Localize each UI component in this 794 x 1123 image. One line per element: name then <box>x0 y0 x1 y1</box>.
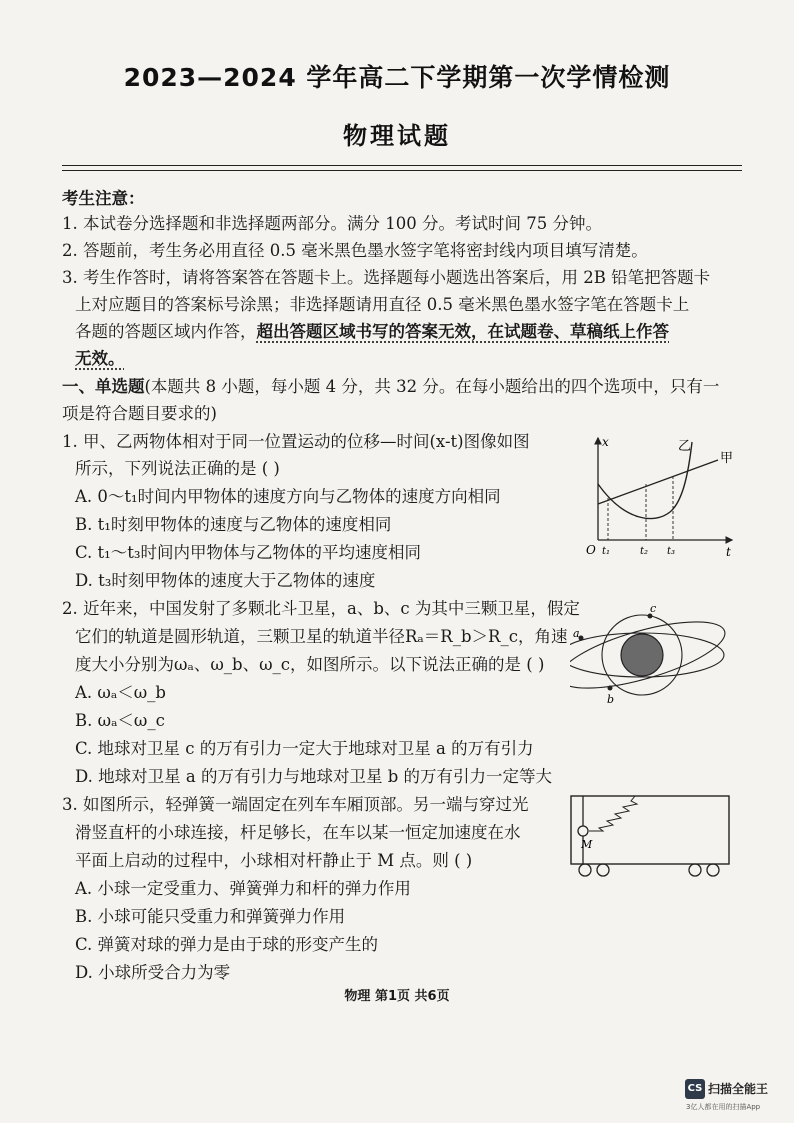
q1-line-jia <box>598 460 718 504</box>
section-desc: (本题共 8 小题，每小题 4 分，共 32 分。在每小题给出的四个选项中，只有一 <box>144 377 720 396</box>
q2-option-a: A. ωₐ＜ω_b <box>75 683 166 702</box>
q3-option-a: A. 小球一定受重力、弹簧弹力和杆的弹力作用 <box>75 879 411 898</box>
scanner-logo-icon: CS <box>685 1079 705 1099</box>
section-heading: 一、单选题 <box>62 377 145 396</box>
header-rule-bottom <box>62 170 742 171</box>
q3-label-m: M <box>581 838 593 851</box>
q1-axis-x-label: t <box>726 545 731 559</box>
q1-option-b: B. t₁时刻甲物体的速度与乙物体的速度相同 <box>75 515 392 534</box>
q3-wheel-3 <box>689 864 701 876</box>
section-desc-line-2: 项是符合题目要求的) <box>62 404 217 423</box>
q2-earth <box>621 634 663 676</box>
q1-axis-y-label: x <box>602 435 609 449</box>
q2-orbit-figure <box>570 600 745 710</box>
notice-plain-text: 各题的答题区域内作答， <box>75 322 257 341</box>
q1-option-c: C. t₁～t₃时间内甲物体与乙物体的平均速度相同 <box>75 543 422 562</box>
notice-item-1: 1. 本试卷分选择题和非选择题两部分。满分 100 分。考试时间 75 分钟。 <box>62 214 602 233</box>
section-heading-line <box>62 376 719 398</box>
notice-heading: 考生注意： <box>62 189 145 208</box>
q2-option-b: B. ωₐ＜ω_c <box>75 711 165 730</box>
q2-stem-3: 度大小分别为ωₐ、ω_b、ω_c，如图所示。以下说法正确的是 ( ) <box>75 655 545 674</box>
q3-stem-1: 3. 如图所示，轻弹簧一端固定在列车车厢顶部。另一端与穿过光 <box>62 795 529 814</box>
q2-label-b: b <box>607 693 615 706</box>
q3-wheel-1 <box>579 864 591 876</box>
q3-option-d: D. 小球所受合力为零 <box>75 963 231 982</box>
q2-stem-2: 它们的轨道是圆形轨道，三颗卫星的轨道半径Rₐ＝R_b＞R_c，角速 <box>75 627 568 646</box>
notice-item-3: 3. 考生作答时，请将答案答在答题卡上。选择题每小题选出答案后，用 2B 铅笔把答题卡 <box>62 268 711 287</box>
q1-tick-t1: t₁ <box>602 546 611 557</box>
q1-option-a: A. 0～t₁时间内甲物体的速度方向与乙物体的速度方向相同 <box>75 487 501 506</box>
subject-title: 物理试题 <box>343 122 451 150</box>
q3-stem-3: 平面上启动的过程中，小球相对杆静止于 M 点。则 ( ) <box>75 851 473 870</box>
exam-title: 2023—2024 学年高二下学期第一次学情检测 <box>123 63 671 92</box>
q3-ball <box>578 826 588 836</box>
q1-tick-t3: t₃ <box>667 546 676 557</box>
notice-item-3-line-3 <box>75 321 669 343</box>
scanner-tagline: 3亿人都在用的扫描App <box>686 1103 761 1111</box>
q2-option-c: C. 地球对卫星 c 的万有引力一定大于地球对卫星 a 的万有引力 <box>75 739 534 758</box>
q2-stem-1: 2. 近年来，中国发射了多颗北斗卫星，a、b、c 为其中三颗卫星，假定 <box>62 599 580 618</box>
scanner-name: 扫描全能王 <box>708 1082 769 1096</box>
scanner-watermark <box>685 1078 769 1111</box>
q3-stem-2: 滑竖直杆的小球连接，杆足够长，在车以某一恒定加速度在水 <box>75 823 521 842</box>
q3-wheel-4 <box>707 864 719 876</box>
q3-option-b: B. 小球可能只受重力和弹簧弹力作用 <box>75 907 346 926</box>
q1-stem-2: 所示，下列说法正确的是 ( ) <box>75 459 280 478</box>
q1-xt-graph <box>580 432 740 560</box>
q3-spring <box>589 796 637 831</box>
q1-option-d: D. t₃时刻甲物体的速度大于乙物体的速度 <box>75 571 376 590</box>
notice-item-3-line-2: 上对应题目的答案标号涂黑；非选择题请用直径 0.5 毫米黑色墨水签字笔在答题卡上 <box>75 295 690 314</box>
notice-item-2: 2. 答题前，考生务必用直径 0.5 毫米黑色墨水签字笔将密封线内项目填写清楚。 <box>62 241 648 260</box>
notice-item-3-line-4: 无效。 <box>75 349 125 368</box>
q2-label-c: c <box>650 602 657 615</box>
q3-carriage-figure <box>565 793 735 881</box>
q1-label-jia: 甲 <box>720 451 734 466</box>
q1-stem-1: 1. 甲、乙两物体相对于同一位置运动的位移—时间(x-t)图像如图 <box>62 432 530 451</box>
header-rule-top <box>62 165 742 166</box>
q2-label-a: a <box>573 627 580 640</box>
q1-tick-t2: t₂ <box>640 546 649 557</box>
q3-option-c: C. 弹簧对球的弹力是由于球的形变产生的 <box>75 935 379 954</box>
q2-satellite-b <box>608 686 613 691</box>
notice-emphasis: 超出答题区域书写的答案无效，在试题卷、草稿纸上作答 <box>256 322 669 341</box>
q3-wheel-2 <box>597 864 609 876</box>
q1-label-yi: 乙 <box>678 439 692 454</box>
q3-carriage-body <box>571 796 729 864</box>
q1-origin-label: O <box>586 543 596 557</box>
page-footer: 物理 第1页 共6页 <box>344 989 450 1004</box>
q2-option-d: D. 地球对卫星 a 的万有引力与地球对卫星 b 的万有引力一定等大 <box>75 767 553 786</box>
